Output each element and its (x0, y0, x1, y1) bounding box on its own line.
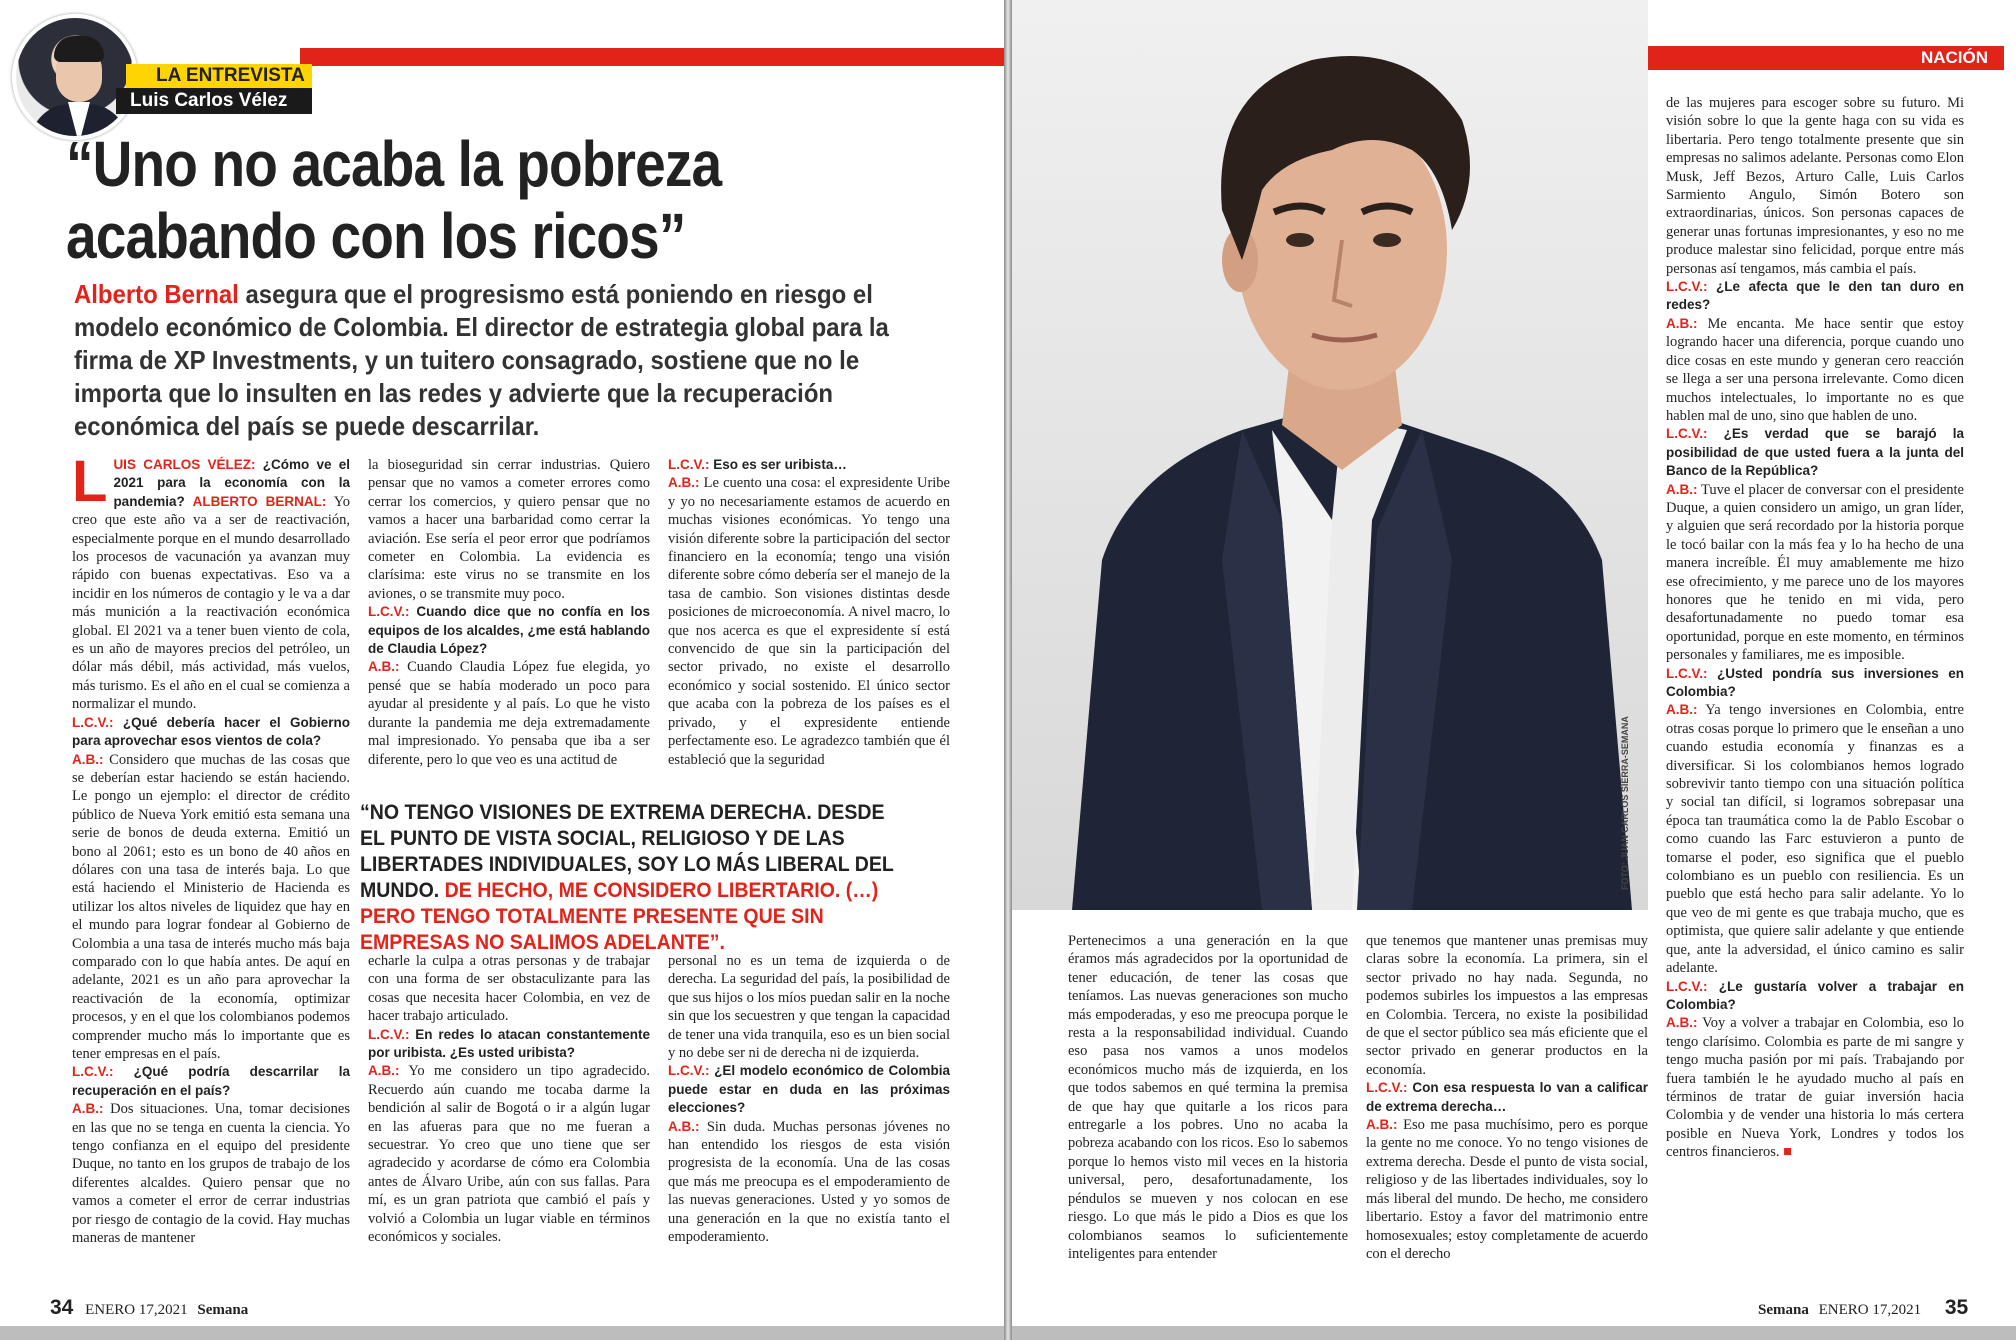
author-tag: Luis Carlos Vélez (116, 88, 312, 114)
page-footer-right (1758, 1296, 1968, 1320)
magazine-name: Semana (197, 1302, 249, 1318)
section-label: NACIÓN (1648, 46, 2004, 70)
article-column-right: de las mujeres para escoger sobre su futuro. Mi visión sobre lo que la gente haga con su vida es libertaria. Pero tengo totalmente presente que sin empresas no salimos adelante. Personas como Elon Musk, Jeff Bezos, Arturo Calle, Luis Carlos Sarmiento Angulo, Simón Botero son extraordinarias, únicos. Son personas capaces de generar unas fortunas impresionantes, y eso no me produce malestar sino felicidad, porque entre más personas así tengamos, más cambia el país. L.C.V.: ¿Le afecta que le den tan duro en redes? A.B.: Me encanta. Me hace sentir que estoy logrando hacer una diferencia, porque cuando uno dice cosas en este mundo y generan cero reacción se llega a ser una persona irrelevante. Como dicen muchos intelectuales, lo importante no es que hablen mal de uno, sino que hablen de uno. L.C.V.: ¿Es verdad que se barajó la posibilidad de que usted fuera a la junta del Banco de la República? A.B.: Tuve el placer de conversar con el presidente Duque, a quien considero un amigo, un gran líder, y alguien que será recordado por la historia porque le tocó bailar con la más fea y lo ha hecho de una manera increíble. Él muy amablemente me hizo ese ofrecimiento, y me parece uno de los mayores honores que he tenido en mi vida, pero desafortunadamente no puedo tomar esa oportunidad, porque en este momento, en términos personales y familiares, me es imposible. L.C.V.: ¿Usted pondría sus inversiones en Colombia? A.B.: Ya tengo inversiones en Colombia, entre otras cosas porque lo primero que le enseñan a uno cuando estudia economía y finanzas es a diversificar. Si los colombianos hemos logrado sobrevivir tanto tiempo con una situación política y social tan difícil, si logramos sobrepasar una época tan traumática como la de Pablo Escobar o como cuando las Farc estuvieron a punto de tomarse el poder, eso significa que el pueblo colombiano es un pueblo con resiliencia. Es un pueblo que está hecho para salir adelante. Yo lo que veo de mi gente es que trabaja mucho, que es optimista, que quiere salir adelante y que entiende que, ante la adversidad, el único camino es salir adelante. L.C.V.: ¿Le gustaría volver a trabajar en Colombia? A.B.: Voy a volver a trabajar en Colombia, eso lo tengo clarísimo. Colombia es parte de mi sangre y tengo mucha pasión por mi país. Trabajando por fuera también le he ayudado mucho al país en términos de tratar de guiar inversión hacia Colombia y de vender una historia lo más certera posible en Nueva York, Londres y todos los centros financieros. ■ (1666, 95, 1964, 1161)
section-red-bar (300, 48, 1004, 66)
article-column-bottom-1: Pertenecimos a una generación en la que éramos más agradecidos por la oportunidad de tener educación, de tener las cosas que teníamos. Las nuevas generaciones son mucho más empoderadas, y eso me preocupa porque le resta a la responsabilidad individual. Cuando eso pasa nos vamos a unos modelos económicos mucho más de izquierda, en los que todos sabemos en qué termina la premisa de que hay que quitarle a los ricos para entregarle a los pobres. Uno no acaba la pobreza acabando con los ricos. Eso lo sabemos porque lo hemos visto mil veces en la historia universal, pero, desafortunadamente, los péndulos se mueven y nos colocan en ese riesgo. Lo que más le pido a Dios es que los colombianos seamos lo suficientemente inteligentes para entender (1068, 933, 1348, 1262)
article-column-3-top: L.C.V.: Eso es ser uribista… A.B.: Le cuento una cosa: el expresidente Uribe y yo no necesariamente estamos de acuerdo en muchas visiones económicas. Yo tengo una visión diferente sobre la participación del sector financiero en la economía; tengo una visión diferente sobre cómo debería ser el manejo de la tasa de cambio. Son visiones distintas desde posiciones de microeconomía. A nivel macro, lo que nos acerca es que el expresidente sí está convencido de que sin la participación del sector privado, no existe el desarrollo económico y social sostenido. El único sector que acaba con la pobreza de los países es el privado, y el expresidente entiende perfectamente eso. Le agradezco también que él estableció que la seguridad (668, 457, 950, 768)
deck-name: Alberto Bernal (74, 279, 239, 309)
pull-quote-black: “NO TENGO VISIONES DE EXTREMA DERECHA. DESDE EL PUNTO DE VISTA SOCIAL, RELIGIOSO Y DE LAS LIBERTADES INDIVIDUALES, SOY LO MÁS LIBERAL DEL MUNDO. (360, 801, 894, 902)
article-column-2-bottom: echarle la culpa a otras personas y de trabajar con una forma de ser obstaculizante para las cosas que necesita hacer Colombia, en vez de hacer trabajo articulado. L.C.V.: En redes lo atacan constantemente por uribista. ¿Es usted uribista? A.B.: Yo me considero un tipo agradecido. Recuerdo aún cuando me tocaba darme la bendición al salir de Bogotá o ir a algún lugar en las afueras para que no me fueran a secuestrar. Yo creo que uno tiene que ser agradecido y acordarse de cómo era Colombia antes de Álvaro Uribe, aún con sus fallas. Para mí, es un gran patriota que cambió el país y volvió a Colombia un lugar viable en términos económicos y sociales. (368, 953, 650, 1246)
magazine-name-right: Semana (1758, 1302, 1809, 1318)
right-page (1012, 0, 2016, 1326)
article-column-2-top: la bioseguridad sin cerrar industrias. Quiero pensar que no vamos a cometer errores como cerrar los comercios, y quiero pensar que no vamos a hacer una barbaridad como cerrar la aviación. Ese sería el peor error que podríamos cometer en Colombia. La evidencia es clarísima: este virus no se transmite en los aviones, o se transmite muy poco. L.C.V.: Cuando dice que no confía en los equipos de los alcaldes, ¿me está hablando de Claudia López? A.B.: Cuando Claudia López fue elegida, yo pensé que se había moderado un poco para ayudar al presidente y al país. Lo que he visto durante la pandemia me deja extremadamente mal impresionado. Yo pensaba que iba a ser diferente, pero lo que veo es una actitud de (368, 457, 650, 768)
page-number-right: 35 (1944, 1296, 1969, 1319)
section-tag: LA ENTREVISTA (126, 64, 312, 88)
issue-date: ENERO 17,2021 (85, 1302, 188, 1318)
article-column-3-bottom: personal no es un tema de izquierda o de derecha. La seguridad del país, la posibilidad de que sus hijos o los míos puedan salir en la noche sin que los secuestren y que tengan la capacidad de tener una vida tranquila, eso es un bien social y no debe ser ni de derecha ni de izquierda. L.C.V.: ¿El modelo económico de Colombia puede estar en duda en las próximas elecciones? A.B.: Sin duda. Muchas personas jóvenes no han entendido los riesgos de esta visión progresista de la economía. Una de las cosas que más me preocupa es el empoderamiento de las nuevas generaciones. Usted y yo somos de una generación en la que no existía tanto el empoderamiento. (668, 953, 950, 1246)
page-number: 34 (50, 1296, 74, 1319)
issue-date-right: ENERO 17,2021 (1818, 1302, 1922, 1318)
article-column-bottom-2: que tenemos que mantener unas premisas muy claras sobre la economía. La primera, sin el sector privado no hay nada. Segunda, no podemos subirles los impuestos a las empresas en Colombia. Tercera, no existe la posibilidad de que el sector público sea más eficiente que el sector privado en generar productos en la economía. L.C.V.: Con esa respuesta lo van a calificar de extrema derecha… A.B.: Eso me pasa muchísimo, pero es porque la gente no me conoce. Yo no tengo visiones de extrema derecha. Desde el punto de vista social, religioso y de las libertades individuales, soy lo más liberal del mundo. De hecho, me considero libertario. Estoy a favor del matrimonio entre homosexuales; estoy completamente de acuerdo con el derecho (1366, 933, 1648, 1262)
photo-credit: FOTO: JUAN CARLOS SIERRA-SEMANA (1620, 716, 1630, 890)
portrait-photo (1012, 0, 1648, 910)
deck (74, 278, 902, 443)
pull-quote-red: DE HECHO, ME CONSIDERO LIBERTARIO. (…) PERO TENGO TOTALMENTE PRESENTE QUE SIN EMPRESAS NO SALIMOS ADELANTE”. (360, 879, 879, 954)
pull-quote (360, 800, 907, 956)
drop-cap: L (72, 456, 108, 514)
deck-text: asegura que el progresismo está poniendo en riesgo el modelo económico de Colombia. El director de estrategia global para la firma de XP Investments, y un tuitero consagrado, sostiene que no le importa que lo insulten en las redes y advierte que la recuperación económica del país se puede descarrilar. (74, 279, 889, 441)
headline: “Uno no acaba la pobreza acabando con los ricos” (66, 128, 722, 272)
page-footer-left (50, 1296, 248, 1320)
article-column-1: L UIS CARLOS VÉLEZ: ¿Cómo ve el 2021 para la economía con la pandemia? ALBERTO BERNAL: Yo creo que este año va a ser de reactivación, especialmente porque en el mundo desarrollado los procesos de vacunación ya avanzan muy rápido con buenas expectativas. Eso va a incidir en los números de contagio y le va a dar más munición a la reactivación económica global. El 2021 va a tener buen viento de cola, es un año de mayores precios del petróleo, un dólar más débil, más actividad, más vuelos, más turismo. Es el año en el cual se comienza a normalizar el mundo. L.C.V.: ¿Qué debería hacer el Gobierno para aprovechar esos vientos de cola? A.B.: Considero que muchas de las cosas que se deberían estar haciendo se están haciendo. Le pongo un ejemplo: el director de crédito público de Nueva York emitió esta semana una serie de bonos de deuda externa. Emitió un bono al 2061; esto es un bono de 40 años en dólares con una tasa de interés baja. Lo que está haciendo el Ministerio de Hacienda es utilizar los altos niveles de liquidez que hay en el mundo para lograr fondear al Gobierno de Colombia a una tasa de interés mucho más baja comparado con lo que había antes. De aquí en adelante, 2021 es un año para aprovechar la reactivación de la economía, optimizar procesos, y en el que los colombianos podemos comprender mucho más lo importante que es tener empresas en el país. L.C.V.: ¿Qué podría descarrilar la recuperación en el país? A.B.: Dos situaciones. Una, tomar decisiones en las que no se tenga en cuenta la ciencia. Yo tengo confianza en el equipo del presidente Duque, no tanto en los grupos de trabajo de los diferentes alcaldes. Quiero pensar que no vamos a cometer el error de cerrar industrias por riesgo de contagio de la covid. Hay muchas maneras de mantener (72, 456, 350, 1247)
left-page (0, 0, 1004, 1326)
interviewer-avatar (12, 14, 138, 140)
page-gutter (1004, 0, 1012, 1340)
portrait-illustration (1012, 0, 1648, 910)
